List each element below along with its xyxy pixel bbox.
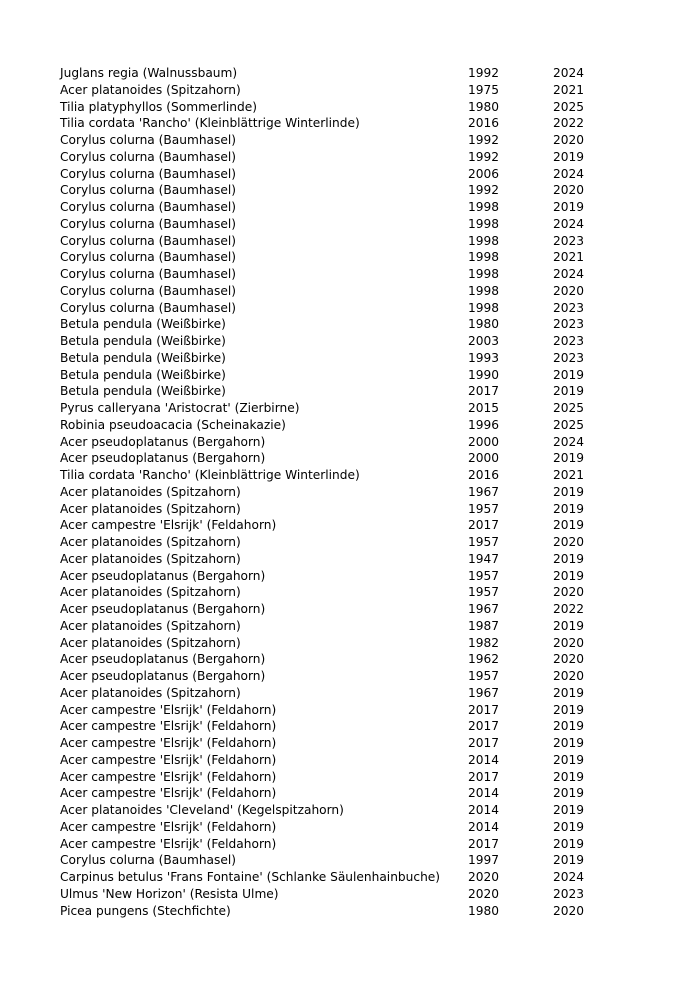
planting-year-cell: 1957 xyxy=(468,585,500,600)
table-row xyxy=(60,316,593,333)
planting-year-cell: 1998 xyxy=(468,216,500,231)
inspection-year-cell: 2024 xyxy=(553,166,585,181)
table-row xyxy=(60,383,593,400)
inspection-year-cell: 2020 xyxy=(553,535,585,549)
tree-species-cell: Acer platanoides (Spitzahorn) xyxy=(60,535,241,549)
planting-year-cell: 1957 xyxy=(468,535,500,549)
inspection-year-cell: 2019 xyxy=(553,685,585,700)
tree-species-cell: Acer platanoides (Spitzahorn) xyxy=(60,551,241,566)
tree-species-cell: Acer campestre 'Elsrijk' (Feldahorn) xyxy=(60,702,277,717)
tree-species-cell: Corylus colurna (Baumhasel) xyxy=(60,183,237,198)
planting-year-cell: 1997 xyxy=(468,853,500,868)
planting-year-cell: 1957 xyxy=(468,669,500,683)
tree-species-cell: Acer campestre 'Elsrijk' (Feldahorn) xyxy=(60,836,277,851)
tree-species-cell: Corylus colurna (Baumhasel) xyxy=(60,267,237,281)
inspection-year-cell: 2019 xyxy=(553,484,585,499)
table-row xyxy=(60,651,593,668)
table-row xyxy=(60,350,593,367)
tree-species-cell: Acer pseudoplatanus (Bergahorn) xyxy=(60,451,266,466)
inspection-year-cell: 2019 xyxy=(553,451,585,466)
table-row xyxy=(60,551,593,568)
planting-year-cell: 1967 xyxy=(468,484,500,499)
table-row xyxy=(60,534,593,551)
table-row xyxy=(60,584,593,601)
planting-year-cell: 1998 xyxy=(468,250,500,265)
inspection-year-cell: 2019 xyxy=(553,518,585,533)
inspection-year-cell: 2019 xyxy=(553,501,585,516)
table-row xyxy=(60,718,593,735)
table-row xyxy=(60,752,593,769)
table-row xyxy=(60,450,593,467)
planting-year-cell: 2014 xyxy=(468,803,500,817)
planting-year-cell: 1993 xyxy=(468,350,500,365)
tree-species-cell: Corylus colurna (Baumhasel) xyxy=(60,216,237,231)
planting-year-cell: 1992 xyxy=(468,133,500,147)
planting-year-cell: 1967 xyxy=(468,602,500,616)
planting-year-cell: 2020 xyxy=(468,870,500,884)
tree-species-cell: Acer campestre 'Elsrijk' (Feldahorn) xyxy=(60,736,277,750)
table-row xyxy=(60,484,593,501)
tree-species-cell: Corylus colurna (Baumhasel) xyxy=(60,200,237,214)
table-row xyxy=(60,869,593,886)
inspection-year-cell: 2020 xyxy=(553,133,585,147)
tree-species-cell: Acer pseudoplatanus (Bergahorn) xyxy=(60,669,266,683)
tree-list-table xyxy=(60,65,593,919)
planting-year-cell: 2017 xyxy=(468,702,500,717)
tree-species-cell: Juglans regia (Walnussbaum) xyxy=(60,66,238,80)
tree-species-cell: Tilia cordata 'Rancho' (Kleinblättrige Winterlinde) xyxy=(60,468,360,482)
planting-year-cell: 2006 xyxy=(468,166,500,181)
tree-species-cell: Acer pseudoplatanus (Bergahorn) xyxy=(60,652,266,667)
inspection-year-cell: 2019 xyxy=(553,702,585,717)
planting-year-cell: 1992 xyxy=(468,66,500,80)
tree-species-cell: Corylus colurna (Baumhasel) xyxy=(60,853,237,868)
tree-species-cell: Tilia cordata 'Rancho' (Kleinblättrige Winterlinde) xyxy=(60,116,360,131)
tree-species-cell: Betula pendula (Weißbirke) xyxy=(60,317,226,332)
table-row xyxy=(60,99,593,116)
tree-species-cell: Betula pendula (Weißbirke) xyxy=(60,334,226,348)
inspection-year-cell: 2019 xyxy=(553,836,585,851)
tree-species-cell: Acer campestre 'Elsrijk' (Feldahorn) xyxy=(60,719,277,734)
inspection-year-cell: 2025 xyxy=(553,401,585,415)
table-row xyxy=(60,266,593,283)
table-row xyxy=(60,819,593,836)
inspection-year-cell: 2019 xyxy=(553,200,585,214)
inspection-year-cell: 2023 xyxy=(553,334,585,348)
planting-year-cell: 1975 xyxy=(468,82,500,97)
planting-year-cell: 1992 xyxy=(468,149,500,164)
planting-year-cell: 1967 xyxy=(468,685,500,700)
table-row xyxy=(60,769,593,786)
tree-species-cell: Betula pendula (Weißbirke) xyxy=(60,367,226,382)
inspection-year-cell: 2020 xyxy=(553,903,585,918)
inspection-year-cell: 2022 xyxy=(553,602,585,616)
planting-year-cell: 1998 xyxy=(468,267,500,281)
planting-year-cell: 1980 xyxy=(468,903,500,918)
tree-species-cell: Acer campestre 'Elsrijk' (Feldahorn) xyxy=(60,518,277,533)
inspection-year-cell: 2019 xyxy=(553,384,585,399)
inspection-year-cell: 2019 xyxy=(553,568,585,583)
table-row xyxy=(60,852,593,869)
table-row xyxy=(60,601,593,618)
table-row xyxy=(60,132,593,149)
planting-year-cell: 1992 xyxy=(468,183,500,198)
table-row xyxy=(60,668,593,685)
table-row xyxy=(60,802,593,819)
tree-species-cell: Acer campestre 'Elsrijk' (Feldahorn) xyxy=(60,752,277,767)
inspection-year-cell: 2023 xyxy=(553,317,585,332)
inspection-year-cell: 2020 xyxy=(553,652,585,667)
tree-species-cell: Tilia platyphyllos (Sommerlinde) xyxy=(60,99,257,114)
planting-year-cell: 1998 xyxy=(468,283,500,298)
inspection-year-cell: 2019 xyxy=(553,736,585,750)
tree-species-cell: Acer campestre 'Elsrijk' (Feldahorn) xyxy=(60,769,277,784)
tree-species-cell: Acer pseudoplatanus (Bergahorn) xyxy=(60,568,266,583)
inspection-year-cell: 2023 xyxy=(553,233,585,248)
table-row xyxy=(60,417,593,434)
planting-year-cell: 2003 xyxy=(468,334,500,348)
table-row xyxy=(60,785,593,802)
tree-species-cell: Acer platanoides (Spitzahorn) xyxy=(60,618,241,633)
inspection-year-cell: 2019 xyxy=(553,719,585,734)
planting-year-cell: 2016 xyxy=(468,468,500,482)
table-row xyxy=(60,182,593,199)
table-row xyxy=(60,735,593,752)
table-row xyxy=(60,685,593,702)
planting-year-cell: 2017 xyxy=(468,719,500,734)
inspection-year-cell: 2021 xyxy=(553,250,585,265)
inspection-year-cell: 2021 xyxy=(553,468,585,482)
inspection-year-cell: 2019 xyxy=(553,149,585,164)
tree-species-cell: Acer pseudoplatanus (Bergahorn) xyxy=(60,602,266,616)
planting-year-cell: 2014 xyxy=(468,786,500,801)
tree-species-cell: Acer platanoides (Spitzahorn) xyxy=(60,685,241,700)
table-row xyxy=(60,618,593,635)
inspection-year-cell: 2023 xyxy=(553,300,585,315)
planting-year-cell: 2020 xyxy=(468,886,500,901)
tree-list-body xyxy=(60,65,593,919)
tree-species-cell: Corylus colurna (Baumhasel) xyxy=(60,300,237,315)
table-row xyxy=(60,886,593,903)
inspection-year-cell: 2020 xyxy=(553,183,585,198)
table-row xyxy=(60,283,593,300)
planting-year-cell: 1980 xyxy=(468,99,500,114)
planting-year-cell: 2017 xyxy=(468,518,500,533)
planting-year-cell: 2017 xyxy=(468,384,500,399)
tree-species-cell: Betula pendula (Weißbirke) xyxy=(60,350,226,365)
planting-year-cell: 2017 xyxy=(468,836,500,851)
inspection-year-cell: 2019 xyxy=(553,803,585,817)
tree-species-cell: Pyrus calleryana 'Aristocrat' (Zierbirne) xyxy=(60,401,300,415)
planting-year-cell: 2017 xyxy=(468,736,500,750)
planting-year-cell: 2000 xyxy=(468,451,500,466)
inspection-year-cell: 2020 xyxy=(553,283,585,298)
table-row xyxy=(60,333,593,350)
planting-year-cell: 1998 xyxy=(468,300,500,315)
planting-year-cell: 1998 xyxy=(468,200,500,214)
inspection-year-cell: 2021 xyxy=(553,82,585,97)
inspection-year-cell: 2023 xyxy=(553,350,585,365)
table-row xyxy=(60,836,593,853)
tree-species-cell: Acer platanoides 'Cleveland' (Kegelspitzahorn) xyxy=(60,803,344,817)
planting-year-cell: 1947 xyxy=(468,551,500,566)
inspection-year-cell: 2019 xyxy=(553,786,585,801)
tree-species-cell: Acer platanoides (Spitzahorn) xyxy=(60,585,241,600)
tree-species-cell: Corylus colurna (Baumhasel) xyxy=(60,233,237,248)
table-row xyxy=(60,501,593,518)
table-row xyxy=(60,568,593,585)
table-row xyxy=(60,166,593,183)
planting-year-cell: 1987 xyxy=(468,618,500,633)
planting-year-cell: 1998 xyxy=(468,233,500,248)
table-row xyxy=(60,115,593,132)
planting-year-cell: 1957 xyxy=(468,568,500,583)
tree-species-cell: Acer pseudoplatanus (Bergahorn) xyxy=(60,434,266,449)
table-row xyxy=(60,300,593,317)
planting-year-cell: 2015 xyxy=(468,401,500,415)
tree-species-cell: Acer campestre 'Elsrijk' (Feldahorn) xyxy=(60,786,277,801)
tree-species-cell: Corylus colurna (Baumhasel) xyxy=(60,283,237,298)
inspection-year-cell: 2020 xyxy=(553,669,585,683)
inspection-year-cell: 2020 xyxy=(553,635,585,650)
table-row xyxy=(60,467,593,484)
tree-species-cell: Corylus colurna (Baumhasel) xyxy=(60,149,237,164)
tree-species-cell: Robinia pseudoacacia (Scheinakazie) xyxy=(60,417,286,432)
inspection-year-cell: 2019 xyxy=(553,819,585,834)
inspection-year-cell: 2019 xyxy=(553,618,585,633)
planting-year-cell: 1990 xyxy=(468,367,500,382)
inspection-year-cell: 2025 xyxy=(553,417,585,432)
inspection-year-cell: 2024 xyxy=(553,870,585,884)
table-row xyxy=(60,635,593,652)
inspection-year-cell: 2024 xyxy=(553,66,585,80)
table-row xyxy=(60,249,593,266)
tree-species-cell: Betula pendula (Weißbirke) xyxy=(60,384,226,399)
inspection-year-cell: 2024 xyxy=(553,434,585,449)
tree-species-cell: Acer platanoides (Spitzahorn) xyxy=(60,635,241,650)
inspection-year-cell: 2019 xyxy=(553,752,585,767)
tree-species-cell: Corylus colurna (Baumhasel) xyxy=(60,133,237,147)
inspection-year-cell: 2019 xyxy=(553,769,585,784)
table-row xyxy=(60,199,593,216)
tree-species-cell: Acer platanoides (Spitzahorn) xyxy=(60,484,241,499)
table-row xyxy=(60,367,593,384)
tree-species-cell: Acer campestre 'Elsrijk' (Feldahorn) xyxy=(60,819,277,834)
planting-year-cell: 1957 xyxy=(468,501,500,516)
table-row xyxy=(60,517,593,534)
tree-species-cell: Picea pungens (Stechfichte) xyxy=(60,903,231,918)
inspection-year-cell: 2019 xyxy=(553,367,585,382)
table-row xyxy=(60,82,593,99)
tree-species-cell: Carpinus betulus 'Frans Fontaine' (Schlanke Säulenhainbuche) xyxy=(60,870,441,884)
planting-year-cell: 1962 xyxy=(468,652,500,667)
table-row xyxy=(60,149,593,166)
table-row xyxy=(60,216,593,233)
tree-species-cell: Acer platanoides (Spitzahorn) xyxy=(60,501,241,516)
tree-species-cell: Ulmus 'New Horizon' (Resista Ulme) xyxy=(60,886,279,901)
inspection-year-cell: 2024 xyxy=(553,216,585,231)
inspection-year-cell: 2022 xyxy=(553,116,585,131)
planting-year-cell: 1982 xyxy=(468,635,500,650)
table-row xyxy=(60,903,593,920)
inspection-year-cell: 2019 xyxy=(553,551,585,566)
tree-species-cell: Corylus colurna (Baumhasel) xyxy=(60,166,237,181)
planting-year-cell: 2017 xyxy=(468,769,500,784)
inspection-year-cell: 2020 xyxy=(553,585,585,600)
inspection-year-cell: 2024 xyxy=(553,267,585,281)
tree-species-cell: Acer platanoides (Spitzahorn) xyxy=(60,82,241,97)
inspection-year-cell: 2019 xyxy=(553,853,585,868)
table-row xyxy=(60,400,593,417)
table-row xyxy=(60,702,593,719)
planting-year-cell: 2016 xyxy=(468,116,500,131)
planting-year-cell: 2014 xyxy=(468,819,500,834)
planting-year-cell: 2000 xyxy=(468,434,500,449)
table-row xyxy=(60,233,593,250)
table-row xyxy=(60,434,593,451)
inspection-year-cell: 2025 xyxy=(553,99,585,114)
tree-species-cell: Corylus colurna (Baumhasel) xyxy=(60,250,237,265)
planting-year-cell: 2014 xyxy=(468,752,500,767)
inspection-year-cell: 2023 xyxy=(553,886,585,901)
table-row xyxy=(60,65,593,82)
planting-year-cell: 1980 xyxy=(468,317,500,332)
planting-year-cell: 1996 xyxy=(468,417,500,432)
